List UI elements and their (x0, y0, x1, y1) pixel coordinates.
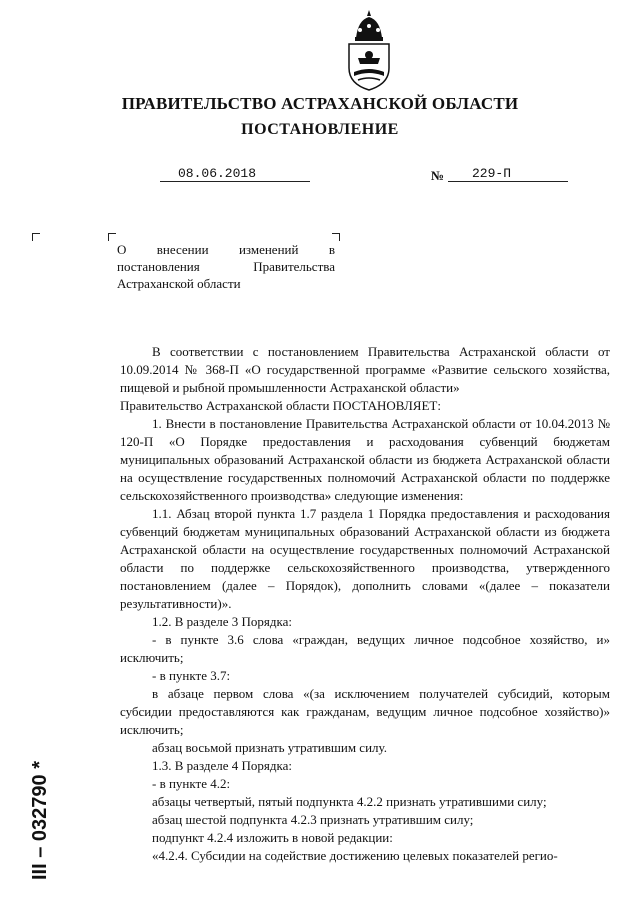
document-body (120, 343, 610, 865)
body-paragraph: 1.2. В разделе 3 Порядка: (152, 614, 292, 629)
coat-of-arms-emblem (344, 8, 394, 92)
body-paragraph: 1.3. В разделе 4 Порядка: (152, 758, 292, 773)
number-sign: № (431, 168, 445, 183)
body-paragraph: Правительство Астраханской области ПОСТАНОВЛЯЕТ: (120, 398, 441, 413)
body-paragraph: абзацы четвертый, пятый подпункта 4.2.2 признать утратившими силу; (152, 794, 547, 809)
margin-serial-number (18, 700, 58, 880)
corner-mark-subject-left (108, 233, 116, 241)
body-paragraph: абзац восьмой признать утратившим силу. (152, 740, 387, 755)
body-paragraph: абзац шестой подпункта 4.2.3 признать утратившим силу; (152, 812, 474, 827)
document-number: 229-П (472, 166, 512, 181)
body-paragraph: - в пункте 3.6 слова «граждан, ведущих личное подсобное хозяйство, и» исключить; (120, 632, 610, 665)
body-paragraph: - в пункте 4.2: (152, 776, 231, 791)
serial-text: ІІІ – 032790 * (29, 761, 51, 880)
body-paragraph: подпункт 4.2.4 изложить в новой редакции: (152, 830, 393, 845)
date-underline (160, 181, 310, 182)
document-date: 08.06.2018 (178, 166, 257, 181)
body-paragraph: в абзаце первом слова «(за исключением получателей субсидий, которым субсидии предоставляются как гражданам, ведущим личное подсобное хозяйство)» исключить; (120, 686, 610, 737)
corner-mark-subject-right (332, 233, 340, 241)
body-paragraph: «4.2.4. Субсидии на содействие достижению целевых показателей регио- (152, 848, 558, 863)
body-paragraph: В соответствии с постановлением Правительства Астраханской области от 10.09.2014 № 368-П «О государственной программе «Развитие сельского хозяйства, пищевой и рыбной промышленности Астраханской области» (120, 344, 610, 395)
body-paragraph: 1.1. Абзац второй пункта 1.7 раздела 1 Порядка предоставления и расходования субвенций бюджетам муниципальных образований Астраханской области из бюджета Астраханской области на осуществление государственных полномочий Астраханской области по поддержке сельскохозяйственного производства, утвержденного постановлением (далее – Порядок), дополнить словами «(далее – показатели результативности)». (120, 506, 610, 611)
body-paragraph: - в пункте 3.7: (152, 668, 231, 683)
government-name: ПРАВИТЕЛЬСТВО АСТРАХАНСКОЙ ОБЛАСТИ (121, 94, 519, 113)
document-subject: О внесении изменений в постановления Правительства Астраханской области (117, 242, 335, 291)
document-type: ПОСТАНОВЛЕНИЕ (241, 121, 399, 138)
number-underline (448, 181, 568, 182)
body-paragraph: 1. Внести в постановление Правительства Астраханской области от 10.04.2013 № 120-П «О Порядке предоставления и расходования субвенций бюджетам муниципальных образований Астраханской области из бюджета Астраханской области на осуществление государственных полномочий Астраханской области по поддержке сельскохозяйственного производства» следующие изменения: (120, 416, 610, 503)
corner-mark-left (32, 233, 40, 241)
